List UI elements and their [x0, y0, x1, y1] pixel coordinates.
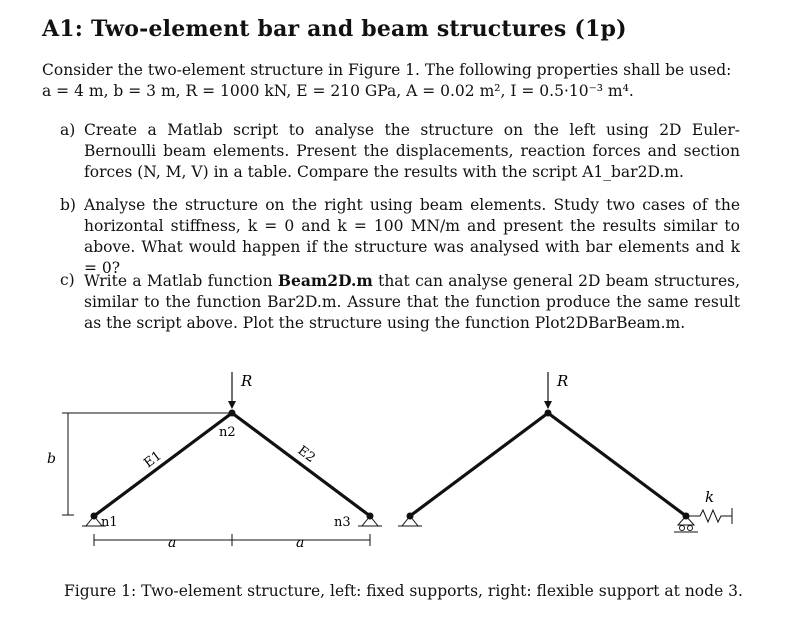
- task-c-text-pre: Write a Matlab function: [84, 272, 278, 290]
- spring-label-k: k: [705, 488, 715, 506]
- spring-k: [686, 508, 732, 524]
- task-c-label: c): [60, 271, 75, 289]
- node-label-n1: n1: [101, 515, 118, 530]
- element-e2: [232, 413, 370, 516]
- task-c-function-name: Beam2D.m: [277, 271, 373, 290]
- task-a-text: Create a Matlab script to analyse the structure on the left using 2D Euler-Bernoulli beam elements. Present the displacements, reaction forces and section forces (N, M, V) in a table. Compare the results with the script A1_bar2D.m.: [84, 121, 740, 181]
- intro-line-2: a = 4 m, b = 3 m, R = 1000 kN, E = 210 GPa, A = 0.02 m², I = 0.5·10⁻³ m⁴.: [42, 82, 634, 100]
- element-label-e2: E2: [294, 443, 318, 466]
- problem-title: A1: Two-element bar and beam structures (1p): [42, 16, 627, 42]
- node-label-n2: n2: [219, 425, 236, 440]
- right-element-2: [548, 413, 686, 516]
- node-n2: [229, 410, 236, 417]
- task-b-label: b): [60, 196, 76, 214]
- left-structure: [47, 372, 382, 551]
- load-label-left: R: [241, 372, 253, 390]
- intro-line-1: Consider the two-element structure in Figure 1. The following properties shall be used:: [42, 61, 732, 79]
- right-structure: [398, 372, 732, 532]
- node-label-n3: n3: [334, 515, 351, 530]
- task-b-text: Analyse the structure on the right using beam elements. Study two cases of the horizontal stiffness, k = 0 and k = 100 MN/m and present the results similar to above. What would happen if the structure was analysed with bar elements and k = 0?: [84, 196, 740, 277]
- task-c-text: [84, 270, 740, 334]
- dimension-a: [94, 534, 370, 546]
- dim-a-left-label: a: [168, 535, 177, 551]
- right-node-2: [545, 410, 552, 417]
- figure-caption: Figure 1: Two-element structure, left: fixed supports, right: flexible support at node 3.: [64, 582, 743, 600]
- element-e1: [94, 413, 232, 516]
- load-label-right: R: [557, 372, 569, 390]
- task-a-label: a): [60, 121, 76, 139]
- dim-b-label: b: [47, 451, 56, 467]
- task-c-text-post: that can analyse general 2D beam structures, similar to the function Bar2D.m. Assure that the function produce the same result as the script above. Plot the structure using the function Plot2DBarBeam.m.: [84, 272, 741, 332]
- dim-a-right-label: a: [296, 535, 305, 551]
- figure-1: [0, 350, 807, 575]
- element-label-e1: E1: [141, 448, 165, 472]
- right-element-1: [410, 413, 548, 516]
- problem-intro: [42, 60, 742, 102]
